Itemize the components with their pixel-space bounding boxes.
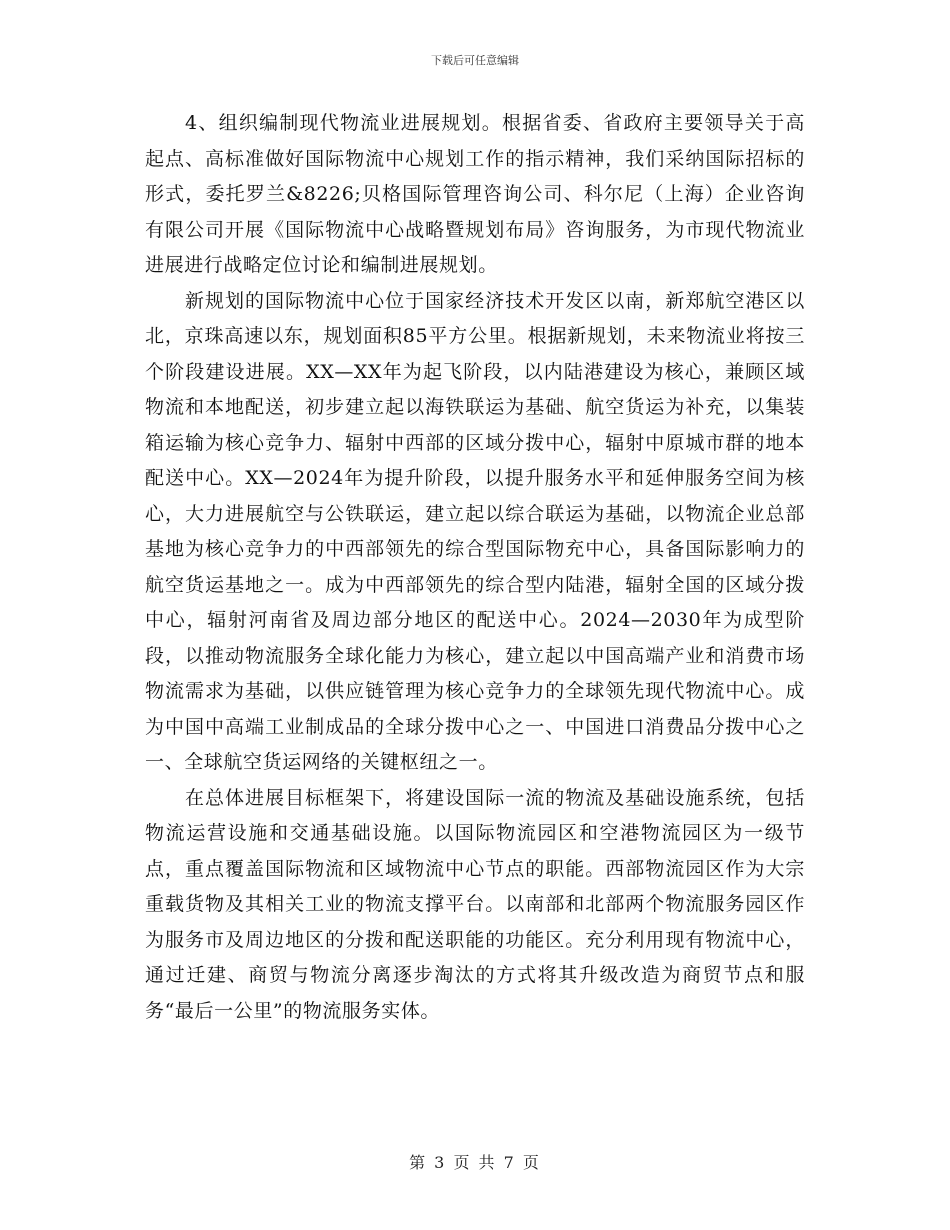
page-number: 第 3 页 共 7 页 bbox=[409, 1153, 541, 1172]
paragraph-new-plan: 新规划的国际物流中心位于国家经济技术开发区以南，新郑航空港区以北，京珠高速以东，规划面积85平方公里。根据新规划，未来物流业将按三个阶段建设进展。XX—XX年为起飞阶段，以内陆港建设为核心，兼顾区域物流和本地配送，初步建立起以海铁联运为基础、航空货运为补充，以集装箱运输为核心竞争力、辐射中西部的区域分拨中心，辐射中原城市群的地本配送中心。XX—2024年为提升阶段，以提升服务水平和延伸服务空间为核心，大力进展航空与公铁联运，建立起以综合联运为基础，以物流企业总部基地为核心竞争力的中西部领先的综合型国际物充中心，具备国际影响力的航空货运基地之一。成为中西部领先的综合型内陆港，辐射全国的区域分拨中心，辐射河南省及周边部分地区的配送中心。2024—2030年为成型阶段，以推动物流服务全球化能力为核心，建立起以中国高端产业和消费市场物流需求为基础，以供应链管理为核心竞争力的全球领先现代物流中心。成为中国中高端工业制成品的全球分拨中心之一、中国进口消费品分拨中心之一、全球航空货运网络的关键枢纽之一。 bbox=[145, 289, 805, 773]
page-header-note: 下载后可任意编辑 bbox=[431, 54, 519, 67]
paragraph-framework: 在总体进展目标框架下，将建设国际一流的物流及基础设施系统，包括物流运营设施和交通基础设施。以国际物流园区和空港物流园区为一级节点，重点覆盖国际物流和区域物流中心节点的职能。西部物流园区作为大宗重载货物及其相关工业的物流支撑平台。以南部和北部两个物流服务园区作为服务市及周边地区的分拨和配送职能的功能区。充分利用现有物流中心，通过迁建、商贸与物流分离逐步淘汰的方式将其升级改造为商贸节点和服务“最后一公里”的物流服务实体。 bbox=[145, 786, 805, 1022]
document-body bbox=[145, 106, 805, 1029]
paragraph-planning: 4、组织编制现代物流业进展规划。根据省委、省政府主要领导关于高起点、高标准做好国际物流中心规划工作的指示精神，我们采纳国际招标的形式，委托罗兰&8226;贝格国际管理咨询公司、科尔尼（上海）企业咨询有限公司开展《国际物流中心战略暨规划布局》咨询服务，为市现代物流业进展进行战略定位讨论和编制进展规划。 bbox=[145, 112, 805, 276]
